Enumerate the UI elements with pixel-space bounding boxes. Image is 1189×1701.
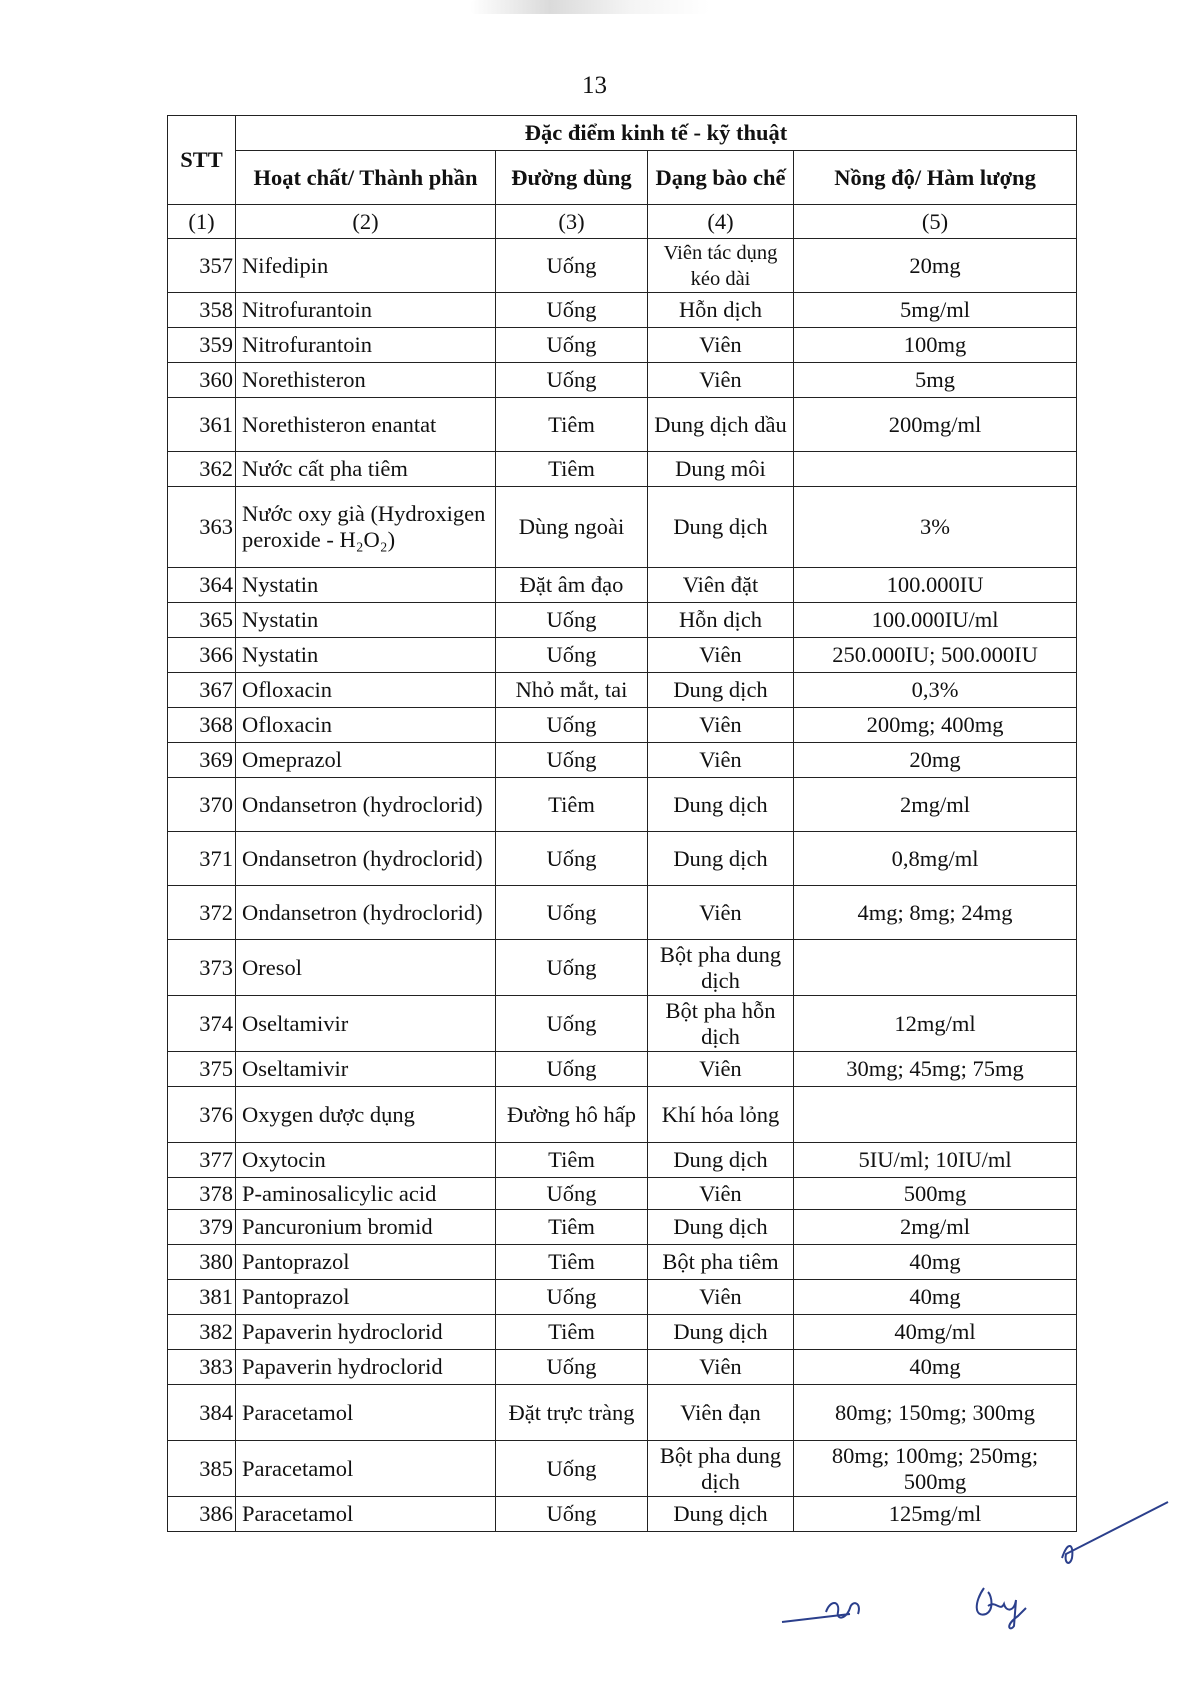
cell-route: Uống: [496, 832, 648, 886]
column-number-row: [168, 205, 1077, 239]
cell-strength: 5IU/ml; 10IU/ml: [794, 1143, 1077, 1178]
cell-stt: 372: [168, 886, 236, 940]
table-row: [168, 940, 1077, 996]
cell-form: Dung dịch: [648, 1210, 794, 1245]
cell-stt: 376: [168, 1087, 236, 1143]
cell-stt: 367: [168, 673, 236, 708]
cell-route: Uống: [496, 1280, 648, 1315]
table-row: [168, 452, 1077, 487]
cell-stt: 381: [168, 1280, 236, 1315]
table-row: [168, 1385, 1077, 1441]
col-number: (2): [236, 205, 496, 239]
cell-stt: 371: [168, 832, 236, 886]
table-row: [168, 708, 1077, 743]
cell-stt: 374: [168, 996, 236, 1052]
cell-form: Viên: [648, 328, 794, 363]
cell-strength: 5mg/ml: [794, 293, 1077, 328]
cell-strength: [794, 452, 1077, 487]
cell-strength: 3%: [794, 487, 1077, 568]
cell-stt: 363: [168, 487, 236, 568]
cell-stt: 380: [168, 1245, 236, 1280]
cell-strength: 100.000IU/ml: [794, 603, 1077, 638]
cell-ingredient: Pantoprazol: [236, 1280, 496, 1315]
cell-form: Dung môi: [648, 452, 794, 487]
cell-form: Dung dịch: [648, 778, 794, 832]
cell-stt: 375: [168, 1052, 236, 1087]
table-row: [168, 1210, 1077, 1245]
cell-ingredient: Ofloxacin: [236, 673, 496, 708]
cell-strength: 4mg; 8mg; 24mg: [794, 886, 1077, 940]
drug-table: [167, 115, 1077, 1532]
cell-strength: 40mg/ml: [794, 1315, 1077, 1350]
cell-form: Viên: [648, 743, 794, 778]
cell-stt: 365: [168, 603, 236, 638]
cell-strength: [794, 940, 1077, 996]
cell-strength: 40mg: [794, 1280, 1077, 1315]
cell-stt: 361: [168, 398, 236, 452]
cell-ingredient: Norethisteron enantat: [236, 398, 496, 452]
cell-form: Bột pha dung dịch: [648, 1441, 794, 1497]
cell-ingredient: Papaverin hydroclorid: [236, 1350, 496, 1385]
cell-ingredient: P-aminosalicylic acid: [236, 1178, 496, 1210]
scan-smudge: [470, 0, 710, 14]
cell-stt: 369: [168, 743, 236, 778]
cell-stt: 382: [168, 1315, 236, 1350]
cell-ingredient: Pantoprazol: [236, 1245, 496, 1280]
cell-strength: 30mg; 45mg; 75mg: [794, 1052, 1077, 1087]
cell-stt: 358: [168, 293, 236, 328]
cell-route: Tiêm: [496, 1210, 648, 1245]
cell-route: Uống: [496, 1497, 648, 1532]
cell-form: Bột pha tiêm: [648, 1245, 794, 1280]
table-row: [168, 1143, 1077, 1178]
table-row: [168, 603, 1077, 638]
cell-form: Viên: [648, 1052, 794, 1087]
cell-stt: 370: [168, 778, 236, 832]
cell-route: Tiêm: [496, 452, 648, 487]
cell-strength: 200mg; 400mg: [794, 708, 1077, 743]
table-row: [168, 778, 1077, 832]
cell-stt: 357: [168, 239, 236, 293]
cell-stt: 384: [168, 1385, 236, 1441]
table-row: [168, 673, 1077, 708]
cell-form: Viên đạn: [648, 1385, 794, 1441]
table-row: [168, 1497, 1077, 1532]
cell-route: Uống: [496, 940, 648, 996]
cell-form: Viên: [648, 638, 794, 673]
cell-form: Viên tác dụng kéo dài: [648, 239, 794, 293]
cell-ingredient: Paracetamol: [236, 1385, 496, 1441]
table-body: [168, 239, 1077, 1532]
cell-stt: 379: [168, 1210, 236, 1245]
cell-ingredient: Nước oxy già (Hydroxigen peroxide - H₂O₂): [236, 487, 496, 568]
cell-strength: 40mg: [794, 1245, 1077, 1280]
cell-route: Uống: [496, 708, 648, 743]
cell-route: Uống: [496, 638, 648, 673]
cell-route: Tiêm: [496, 398, 648, 452]
cell-form: Hỗn dịch: [648, 603, 794, 638]
cell-ingredient: Paracetamol: [236, 1497, 496, 1532]
cell-form: Viên: [648, 708, 794, 743]
table-row: [168, 363, 1077, 398]
cell-ingredient: Nystatin: [236, 568, 496, 603]
cell-route: Nhỏ mắt, tai: [496, 673, 648, 708]
table-row: [168, 293, 1077, 328]
table-row: [168, 886, 1077, 940]
cell-form: Khí hóa lỏng: [648, 1087, 794, 1143]
cell-stt: 373: [168, 940, 236, 996]
cell-route: Uống: [496, 328, 648, 363]
cell-route: Tiêm: [496, 778, 648, 832]
table-row: [168, 1280, 1077, 1315]
cell-form: Dung dịch: [648, 1497, 794, 1532]
cell-strength: 2mg/ml: [794, 1210, 1077, 1245]
cell-strength: 2mg/ml: [794, 778, 1077, 832]
cell-route: Đường hô hấp: [496, 1087, 648, 1143]
cell-stt: 368: [168, 708, 236, 743]
cell-form: Viên: [648, 1350, 794, 1385]
col-number: (3): [496, 205, 648, 239]
cell-route: Uống: [496, 1350, 648, 1385]
cell-strength: 20mg: [794, 239, 1077, 293]
cell-stt: 378: [168, 1178, 236, 1210]
table-row: [168, 1350, 1077, 1385]
cell-route: Dùng ngoài: [496, 487, 648, 568]
cell-ingredient: Ofloxacin: [236, 708, 496, 743]
cell-strength: 100mg: [794, 328, 1077, 363]
cell-ingredient: Omeprazol: [236, 743, 496, 778]
cell-ingredient: Ondansetron (hydroclorid): [236, 778, 496, 832]
cell-stt: 364: [168, 568, 236, 603]
signature-initial-3: [970, 1582, 1040, 1637]
cell-strength: 100.000IU: [794, 568, 1077, 603]
header-ingredient: Hoạt chất/ Thành phần: [236, 151, 496, 205]
cell-route: Uống: [496, 239, 648, 293]
cell-form: Hỗn dịch: [648, 293, 794, 328]
cell-route: Uống: [496, 363, 648, 398]
table-row: [168, 1178, 1077, 1210]
cell-strength: 500mg: [794, 1178, 1077, 1210]
cell-form: Viên: [648, 363, 794, 398]
cell-ingredient: Nystatin: [236, 603, 496, 638]
cell-form: Viên: [648, 886, 794, 940]
cell-ingredient: Nitrofurantoin: [236, 328, 496, 363]
cell-form: Viên: [648, 1178, 794, 1210]
cell-stt: 362: [168, 452, 236, 487]
cell-strength: [794, 1087, 1077, 1143]
table-row: [168, 743, 1077, 778]
cell-route: Tiêm: [496, 1315, 648, 1350]
table-row: [168, 568, 1077, 603]
cell-strength: 250.000IU; 500.000IU: [794, 638, 1077, 673]
cell-form: Dung dịch dầu: [648, 398, 794, 452]
cell-form: Dung dịch: [648, 673, 794, 708]
cell-route: Uống: [496, 996, 648, 1052]
signature-initial-2: [780, 1590, 890, 1635]
table-row: [168, 398, 1077, 452]
cell-form: Bột pha dung dịch: [648, 940, 794, 996]
cell-ingredient: Oseltamivir: [236, 996, 496, 1052]
cell-route: Uống: [496, 743, 648, 778]
cell-ingredient: Pancuronium bromid: [236, 1210, 496, 1245]
table-row: [168, 832, 1077, 886]
signature-initial-1: [1060, 1500, 1170, 1575]
cell-ingredient: Paracetamol: [236, 1441, 496, 1497]
table-row: [168, 1315, 1077, 1350]
cell-strength: 125mg/ml: [794, 1497, 1077, 1532]
cell-stt: 377: [168, 1143, 236, 1178]
cell-strength: 200mg/ml: [794, 398, 1077, 452]
table-row: [168, 638, 1077, 673]
col-number: (1): [168, 205, 236, 239]
cell-strength: 5mg: [794, 363, 1077, 398]
table-row: [168, 328, 1077, 363]
cell-ingredient: Norethisteron: [236, 363, 496, 398]
cell-ingredient: Oxytocin: [236, 1143, 496, 1178]
cell-ingredient: Nitrofurantoin: [236, 293, 496, 328]
header-group: Đặc điểm kinh tế - kỹ thuật: [236, 116, 1077, 151]
cell-stt: 359: [168, 328, 236, 363]
cell-strength: 12mg/ml: [794, 996, 1077, 1052]
cell-route: Uống: [496, 1441, 648, 1497]
cell-route: Đặt âm đạo: [496, 568, 648, 603]
table-row: [168, 996, 1077, 1052]
cell-form: Viên đặt: [648, 568, 794, 603]
cell-stt: 366: [168, 638, 236, 673]
cell-route: Đặt trực tràng: [496, 1385, 648, 1441]
cell-strength: 80mg; 100mg; 250mg; 500mg: [794, 1441, 1077, 1497]
cell-route: Tiêm: [496, 1245, 648, 1280]
cell-route: Uống: [496, 603, 648, 638]
cell-route: Uống: [496, 1052, 648, 1087]
cell-strength: 40mg: [794, 1350, 1077, 1385]
cell-ingredient: Oseltamivir: [236, 1052, 496, 1087]
cell-ingredient: Ondansetron (hydroclorid): [236, 886, 496, 940]
col-number: (5): [794, 205, 1077, 239]
cell-form: Dung dịch: [648, 1315, 794, 1350]
cell-form: Dung dịch: [648, 487, 794, 568]
table-row: [168, 487, 1077, 568]
cell-stt: 383: [168, 1350, 236, 1385]
cell-ingredient: Papaverin hydroclorid: [236, 1315, 496, 1350]
cell-strength: 0,3%: [794, 673, 1077, 708]
col-number: (4): [648, 205, 794, 239]
cell-form: Dung dịch: [648, 1143, 794, 1178]
cell-form: Bột pha hỗn dịch: [648, 996, 794, 1052]
header-strength: Nồng độ/ Hàm lượng: [794, 151, 1077, 205]
header-form: Dạng bào chế: [648, 151, 794, 205]
cell-stt: 386: [168, 1497, 236, 1532]
cell-stt: 385: [168, 1441, 236, 1497]
cell-ingredient: Ondansetron (hydroclorid): [236, 832, 496, 886]
cell-ingredient: Nước cất pha tiêm: [236, 452, 496, 487]
cell-strength: 80mg; 150mg; 300mg: [794, 1385, 1077, 1441]
cell-ingredient: Nifedipin: [236, 239, 496, 293]
cell-strength: 20mg: [794, 743, 1077, 778]
cell-route: Uống: [496, 886, 648, 940]
cell-form: Dung dịch: [648, 832, 794, 886]
table-header: [168, 116, 1077, 239]
header-route: Đường dùng: [496, 151, 648, 205]
table-row: [168, 239, 1077, 293]
cell-route: Uống: [496, 293, 648, 328]
cell-ingredient: Nystatin: [236, 638, 496, 673]
header-stt: STT: [168, 116, 236, 205]
table-row: [168, 1052, 1077, 1087]
table-row: [168, 1441, 1077, 1497]
cell-stt: 360: [168, 363, 236, 398]
cell-route: Tiêm: [496, 1143, 648, 1178]
table-row: [168, 1245, 1077, 1280]
page-number: 13: [582, 72, 607, 99]
table-row: [168, 1087, 1077, 1143]
cell-route: Uống: [496, 1178, 648, 1210]
cell-ingredient: Oresol: [236, 940, 496, 996]
cell-strength: 0,8mg/ml: [794, 832, 1077, 886]
cell-ingredient: Oxygen dược dụng: [236, 1087, 496, 1143]
cell-form: Viên: [648, 1280, 794, 1315]
